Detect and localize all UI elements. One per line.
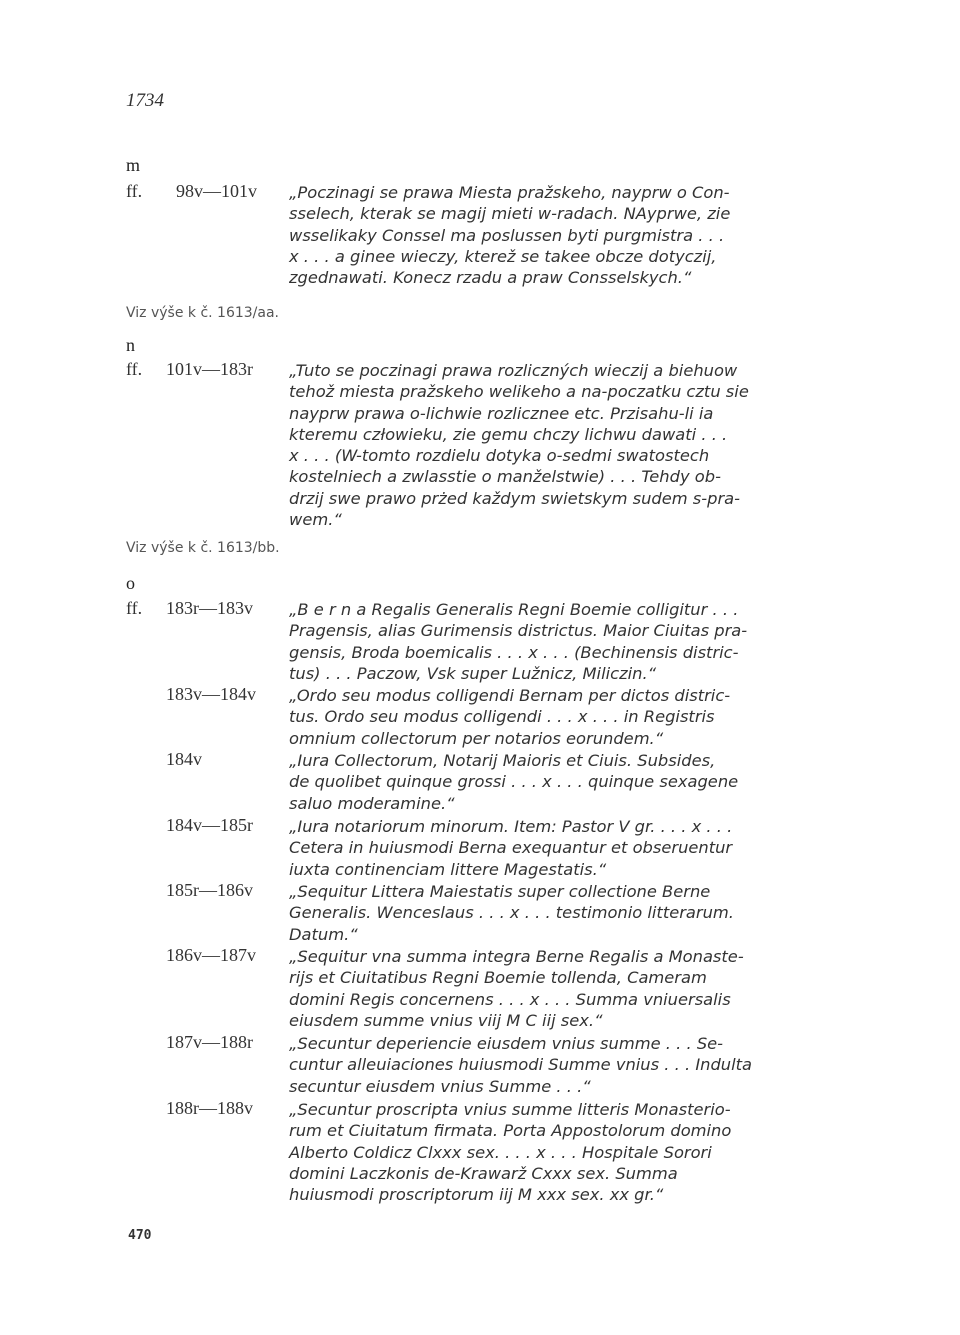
section-letter-n: n	[126, 335, 135, 355]
folio-range: 184v	[166, 749, 202, 769]
entry-line: wsselikaky Conssel ma poslussen byti purgmistra . . .	[289, 225, 725, 245]
folio-range: 183v—184v	[166, 684, 256, 704]
entry-line: drzij swe prawo prżed každym swietskym sudem s-pra-	[289, 488, 741, 508]
entry-line: „Sequitur vna summa integra Berne Regalis a Monaste-	[289, 947, 744, 966]
entry-line: de quolibet quinque grossi . . . x . . . quinque sexagene	[289, 772, 739, 792]
cross-reference: Viz výše k č. 1613/bb.	[126, 540, 280, 556]
entry-text	[289, 881, 819, 945]
folio-range: 186v—187v	[166, 945, 256, 965]
folio-range: 185r—186v	[166, 880, 253, 900]
folio-range: 101v—183r	[166, 359, 253, 379]
entry-line: „B e r n a Regalis Generalis Regni Boemie colligitur . . .	[289, 600, 739, 619]
folio-range: 184v—185r	[166, 815, 253, 835]
folio-range: 98v—101v	[176, 181, 257, 201]
entry-line: zgednawati. Konecz rzadu a praw Consselskych.“	[289, 268, 692, 288]
ff-label: ff.	[126, 598, 143, 618]
entry-line: „Ordo seu modus colligendi Bernam per dictos distric-	[289, 686, 731, 705]
entry-line: „Secuntur deperiencie eiusdem vnius summe . . . Se-	[289, 1034, 724, 1053]
entry-line: „Iura notariorum minorum. Item: Pastor V gr. . . . x . . .	[289, 817, 733, 836]
entry-line: „Tuto se poczinagi prawa rozliczných wieczij a biehuow	[289, 361, 738, 380]
entry-line: Pragensis, alias Gurimensis districtus. Maior Ciuitas pra-	[289, 621, 748, 641]
entry-line: eiusdem summe vnius viij M C iij sex.“	[289, 1010, 603, 1030]
entry-line: domini Laczkonis de-Krawarž Cxxx sex. Summa	[289, 1163, 678, 1183]
entry-text	[289, 182, 819, 288]
entry-line: tus. Ordo seu modus colligendi . . . x . . . in Registris	[289, 707, 715, 727]
entry-text	[289, 816, 819, 880]
entry-line: gensis, Broda boemicalis . . . x . . . (Bechinensis distric-	[289, 642, 739, 662]
entry-line: Alberto Coldicz Clxxx sex. . . . x . . . Hospitale Sorori	[289, 1142, 712, 1162]
entry-line: rijs et Ciuitatibus Regni Boemie tollenda, Cameram	[289, 968, 707, 988]
page-number: 1734	[126, 90, 164, 111]
entry-line: „Poczinagi se prawa Miesta pražskeho, nayprw o Con-	[289, 183, 730, 202]
entry-line: saluo moderamine.“	[289, 793, 455, 813]
entry-line: huiusmodi proscriptorum iij M xxx sex. xx gr.“	[289, 1185, 664, 1205]
entry-line: kteremu człowieku, zie gemu chczy lichwu dawati . . .	[289, 424, 728, 444]
footer-page-number: 470	[128, 1228, 152, 1243]
entry-text	[289, 750, 819, 814]
entry-line: sselech, kterak se magij mieti w-radach. NAyprwe, zie	[289, 204, 731, 224]
ff-label: ff.	[126, 359, 143, 379]
entry-line: x . . . a ginee wieczy, kterež se takee obcze dotyczij,	[289, 246, 717, 266]
folio-range: 183r—183v	[166, 598, 253, 618]
entry-line: x . . . (W-tomto rozdielu dotyka o-sedmi swatostech	[289, 446, 710, 466]
entry-line: secuntur eiusdem vnius Summe . . .“	[289, 1076, 591, 1096]
entry-line: omnium collectorum per notarios eorundem.“	[289, 728, 664, 748]
entry-line: Generalis. Wenceslaus . . . x . . . testimonio litterarum.	[289, 903, 734, 923]
entry-line: iuxta continenciam littere Magestatis.“	[289, 859, 607, 879]
entry-text	[289, 946, 819, 1031]
entry-line: wem.“	[289, 510, 342, 530]
entry-line: „Iura Collectorum, Notarij Maioris et Ciuis. Subsides,	[289, 751, 716, 770]
entry-line: domini Regis concernens . . . x . . . Summa vniuersalis	[289, 989, 731, 1009]
entry-line: Datum.“	[289, 924, 358, 944]
entry-line: Cetera in huiusmodi Berna exequantur et obseruentur	[289, 838, 733, 858]
entry-text	[289, 1099, 819, 1205]
ff-label: ff.	[126, 181, 143, 201]
section-letter-o: o	[126, 573, 135, 593]
entry-text	[289, 360, 819, 530]
folio-range: 188r—188v	[166, 1098, 253, 1118]
entry-line: „Secuntur proscripta vnius summe litteris Monasterio-	[289, 1100, 731, 1119]
entry-line: nayprw prawa o-lichwie rozliczneе etc. Przisahu-li ia	[289, 403, 714, 423]
cross-reference: Viz výše k č. 1613/aa.	[126, 305, 279, 321]
entry-line: „Sequitur Littera Maiestatis super collectione Berne	[289, 882, 711, 901]
entry-line: kostelniech a zwlasstie o manželstwie) . . . Tehdy ob-	[289, 467, 721, 487]
entry-text	[289, 1033, 819, 1097]
entry-line: tehož miesta pražskeho welikeho a na-poczatku cztu sie	[289, 382, 749, 402]
entry-text	[289, 685, 819, 749]
entry-line: tus) . . . Paczow, Vsk super Lužnicz, Miliczin.“	[289, 663, 657, 683]
entry-line: cuntur alleuiaciones huiusmodi Summe vnius . . . Indulta	[289, 1055, 752, 1075]
entry-text	[289, 599, 819, 684]
folio-range: 187v—188r	[166, 1032, 253, 1052]
entry-line: rum et Ciuitatum firmata. Porta Appostolorum domino	[289, 1121, 732, 1141]
section-letter-m: m	[126, 155, 141, 175]
